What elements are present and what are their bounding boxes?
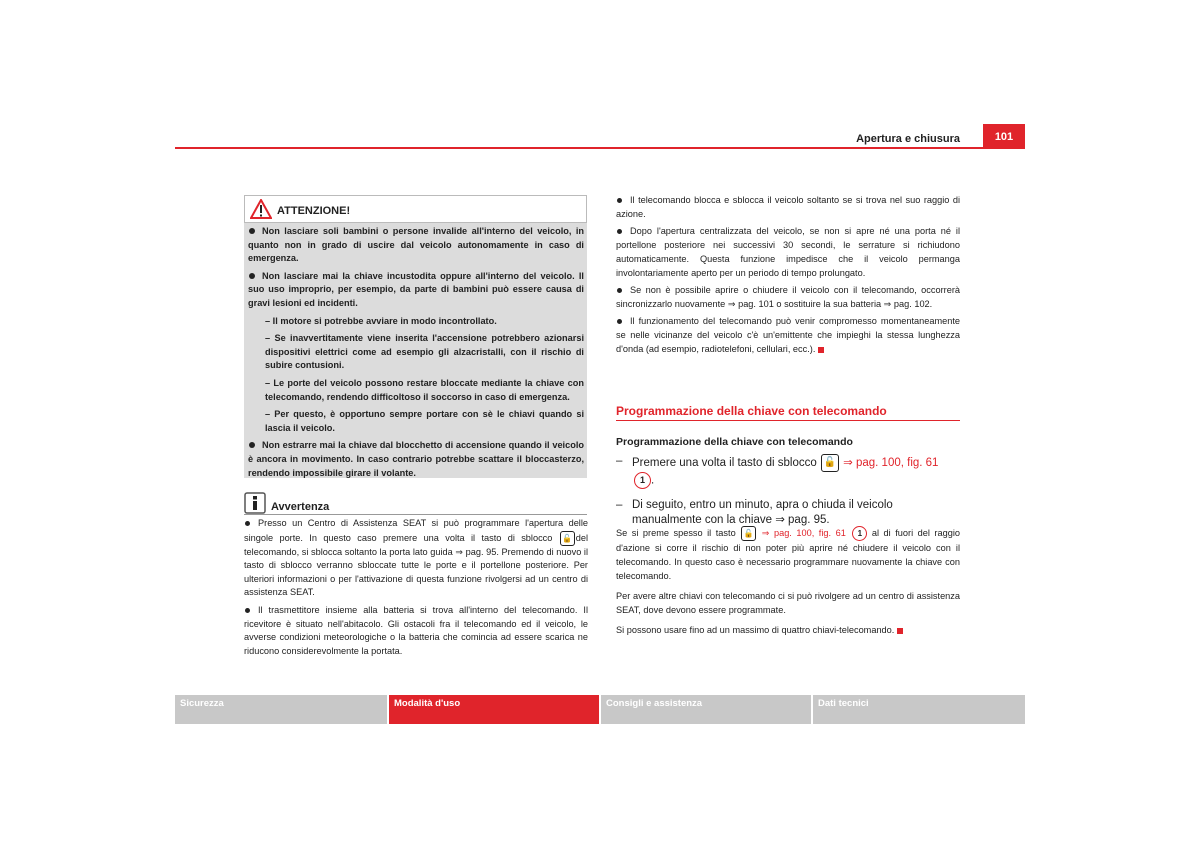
footer-tab-consigli-assistenza[interactable]: Consigli e assistenza [601, 695, 811, 724]
info-bullet: Il funzionamento del telecomando può venir compromesso momentaneamente se nelle vicinanze del veicolo c'è un'emittente che impieghi la stessa lunghezza d'onda (ad esempio, radiotelefoni, cellulari, ecc.). [616, 316, 960, 354]
info-bullet: Se non è possibile aprire o chiudere il veicolo con il telecomando, occorrerà sincronizzarlo nuovamente ⇒ pag. 101 o sostituire la sua batteria ⇒ pag. 102. [616, 285, 960, 309]
note-body [244, 517, 588, 662]
bullet-icon [249, 228, 255, 234]
info-icon [244, 492, 266, 514]
note-paragraph: Presso un Centro di Assistenza SEAT si può programmare l'apertura delle singole porte. In questo caso premere una volta il tasto di sblocco 🔓 del telecomando, si sblocca soltanto la porta lato guida ⇒ pag. 95. Premendo di nuovo il tasto di sblocco verranno sbloccate tutte le porte e il portellone posteriore. Per ulteriori informazioni o per l'attivazione di questa funzione rivolgersi ad un centro di assistenza SEAT. [244, 518, 588, 598]
warning-body [248, 225, 584, 484]
bullet-icon [617, 198, 622, 203]
procedure-steps [616, 454, 960, 537]
running-header-title: Apertura e chiusura [856, 133, 960, 145]
bullet-icon [249, 273, 255, 279]
info-bullet: Dopo l'apertura centralizzata del veicolo, se non si apre né una porta né il portellone posteriore nei successivi 30 secondi, le serrature si richiudono automaticamente. Questa funzione impedisce che il veicolo permanga involontariamente aperto per un periodo di tempo prolungato. [616, 226, 960, 278]
step-item: – Di seguito, entro un minuto, apra o chiuda il veicolo manualmente con la chiave ⇒ pag. 95. [616, 499, 893, 526]
warning-bullet: Non lasciare mai la chiave incustodita oppure all'interno del veicolo. Il suo uso improprio, per esempio, da parte di bambini può essere causa di gravi lesioni ed incidenti. [248, 270, 584, 308]
page-number: 101 [983, 124, 1025, 149]
right-bullets [616, 193, 960, 359]
end-mark-icon [897, 628, 903, 634]
unlock-key-icon: 🔓 [560, 531, 575, 546]
warning-title: ATTENZIONE! [277, 205, 351, 217]
unlock-key-icon: 🔓 [821, 454, 839, 472]
footer-tab-modalita-uso[interactable]: Modalità d'uso [389, 695, 599, 724]
unlock-key-icon: 🔓 [741, 526, 756, 541]
header-rule [175, 147, 1025, 149]
warning-dash-item: – Per questo, è opportuno sempre portare con sè le chiavi quando si lascia il veicolo. [265, 409, 584, 433]
note-rule [244, 514, 587, 515]
warning-bullet: Non lasciare soli bambini o persone invalide all'interno del veicolo, in quanto non in grado di uscire dal veicolo autonomamente in caso di emergenza. [248, 226, 584, 264]
page-reference-link[interactable]: ⇒ pag. 100, fig. 61 [761, 528, 846, 538]
footer-tab-sicurezza[interactable]: Sicurezza [175, 695, 387, 724]
bullet-icon [249, 442, 255, 448]
warning-box [244, 195, 587, 478]
warning-dash-item: – Le porte del veicolo possono restare bloccate mediante la chiave con telecomando, rendendo difficoltoso il soccorso in caso di emergenza. [265, 377, 584, 402]
warning-header [244, 195, 587, 223]
right-paragraphs [616, 526, 960, 640]
figure-callout-badge: 1 [634, 472, 651, 489]
bullet-icon [617, 288, 622, 293]
warning-bullet: Non estrarre mai la chiave dal blocchetto di accensione quando il veicolo è ancora in movimento. In caso contrario potrebbe scattare il bloccasterzo, rendendo impossibile girare il volante. [248, 440, 584, 478]
page-reference-link[interactable]: ⇒ pag. 100, fig. 61 [843, 457, 939, 470]
paragraph: Se si preme spesso il tasto 🔓 ⇒ pag. 100, fig. 61 1 al di fuori del raggio d'azione si corre il rischio di non poter più aprire né chiudere il veicolo con il telecomando. In questo caso è necessario programmare nuovamente la chiave con telecomando. [616, 528, 960, 582]
bullet-icon [617, 229, 622, 234]
bullet-icon [245, 521, 250, 526]
end-mark-icon [818, 347, 824, 353]
step-item: – Premere una volta il tasto di sblocco 🔓 ⇒ pag. 100, fig. 61 1 . [616, 454, 960, 489]
figure-callout-badge: 1 [852, 526, 867, 541]
footer-tab-dati-tecnici[interactable]: Dati tecnici [813, 695, 1025, 724]
section-rule [616, 420, 960, 421]
note-paragraph: Il trasmettitore insieme alla batteria si trova all'interno del telecomando. Il ricevitore è situato nell'abitacolo. Gli ostacoli fra il telecomando ed il veicolo, le avverse condizioni meteorologiche o la batteria che comincia ad essere scarica ne riducono considerevolmente la portata. [244, 604, 588, 656]
paragraph: Per avere altre chiavi con telecomando ci si può rivolgere ad un centro di assistenza SEAT, dove devono essere programmate. [616, 591, 960, 616]
note-title: Avvertenza [271, 501, 330, 513]
warning-triangle-icon [250, 199, 272, 219]
warning-dash-item: – Se inavvertitamente viene inserita l'accensione potrebbero azionarsi dispositivi elettrici come ad esempio gli alzacristalli, con il rischio di subire contusioni. [265, 333, 584, 371]
bullet-icon [245, 608, 250, 613]
info-bullet: Il telecomando blocca e sblocca il veicolo soltanto se si trova nel suo raggio di azione. [616, 195, 960, 219]
bullet-icon [617, 319, 622, 324]
sub-heading: Programmazione della chiave con telecomando [616, 436, 853, 448]
section-heading: Programmazione della chiave con telecomando [616, 404, 887, 418]
warning-dash-item: – Il motore si potrebbe avviare in modo incontrollato. [265, 315, 497, 326]
paragraph: Si possono usare fino ad un massimo di quattro chiavi-telecomando. [616, 623, 960, 637]
